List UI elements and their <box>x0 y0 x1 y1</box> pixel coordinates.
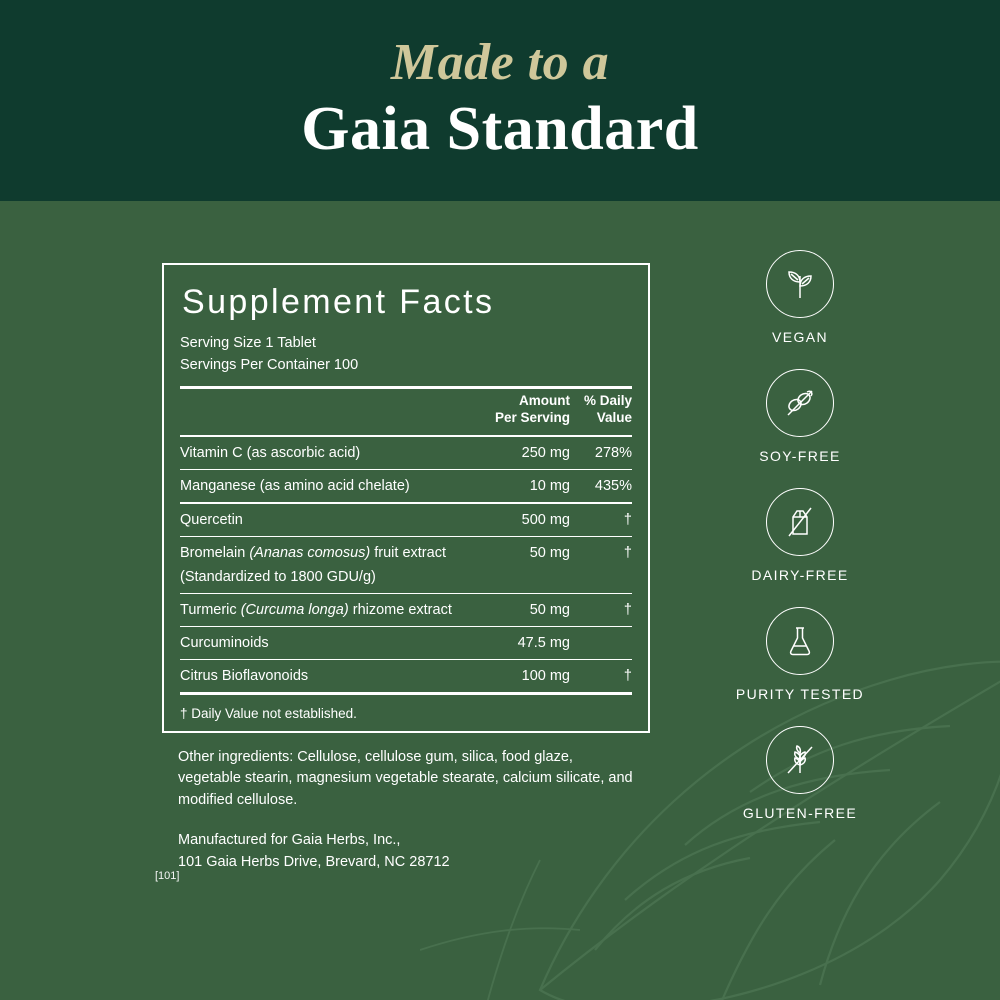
table-row <box>180 598 632 622</box>
wheat-crossed-icon <box>780 740 820 780</box>
row-dv: † <box>623 601 632 618</box>
row-dv: † <box>623 511 632 528</box>
supplement-facts-box <box>162 263 650 733</box>
row-dv: † <box>623 544 632 561</box>
supplement-facts-title: Supplement Facts <box>182 283 495 321</box>
serving-size: Serving Size 1 Tablet <box>180 335 316 351</box>
below-box-text <box>162 747 650 874</box>
badge-dairy-free <box>751 488 848 583</box>
badge-label: PURITY TESTED <box>735 686 865 702</box>
row-name: Quercetin <box>180 511 243 528</box>
row-amount: 50 mg <box>529 601 570 618</box>
header-daily-value <box>570 389 632 431</box>
badge-circle <box>766 726 834 794</box>
table-row <box>180 631 632 655</box>
row-amount: 10 mg <box>529 477 570 494</box>
row-separator <box>180 465 632 474</box>
row-amount: 500 mg <box>521 511 570 528</box>
row-name: Vitamin C (as ascorbic acid) <box>180 444 361 461</box>
badge-gluten-free <box>743 726 857 821</box>
row-name: Turmeric (Curcuma longa) rhizome extract <box>180 601 452 618</box>
row-dv: 278% <box>594 444 632 461</box>
row-separator <box>180 622 632 631</box>
row-amount: 100 mg <box>521 667 570 684</box>
other-ingredients: Other ingredients: Cellulose, cellulose gum, silica, food glaze, vegetable stearin, magnesium vegetable stearate, calcium silicate, and modified cellulose. <box>178 748 633 809</box>
flask-icon <box>780 621 820 661</box>
row-separator <box>180 498 632 508</box>
certification-badges <box>700 250 900 821</box>
badge-soy-free <box>759 369 840 464</box>
row-amount: 47.5 mg <box>517 634 570 651</box>
rule-bottom <box>180 688 632 699</box>
table-row <box>180 664 632 688</box>
row-subline: (Standardized to 1800 GDU/g) <box>180 568 376 585</box>
row-name: Citrus Bioflavonoids <box>180 667 309 684</box>
supplement-facts-panel <box>162 263 650 873</box>
header-title-line1: Made to a <box>390 33 610 91</box>
badge-circle <box>766 369 834 437</box>
row-dv: † <box>623 667 632 684</box>
badge-label: GLUTEN-FREE <box>742 805 858 821</box>
row-amount: 250 mg <box>521 444 570 461</box>
header-amount-line1: Amount <box>519 392 570 408</box>
row-name: Curcuminoids <box>180 634 269 651</box>
row-dv: 435% <box>594 477 632 494</box>
row-name-plain: Turmeric <box>180 601 237 618</box>
row-amount: 50 mg <box>529 544 570 561</box>
servings-per-container: Servings Per Container 100 <box>180 357 359 374</box>
manufacturer-line2: 101 Gaia Herbs Drive, Brevard, NC 28712 <box>178 853 450 870</box>
supplement-facts-table <box>180 389 632 699</box>
badge-purity-tested <box>736 607 864 702</box>
table-row <box>180 541 632 565</box>
daily-value-footnote: † Daily Value not established. <box>180 705 357 721</box>
row-name-tail: fruit extract <box>374 544 446 561</box>
row-separator <box>180 655 632 664</box>
row-dv <box>570 631 632 655</box>
badge-circle <box>766 488 834 556</box>
header-nutrient <box>180 389 474 431</box>
header-dv-line2: Value <box>596 409 632 425</box>
row-name: Bromelain (Ananas comosus) fruit extract <box>180 544 446 561</box>
lot-code: [101] <box>155 870 180 882</box>
table-subrow <box>180 565 632 589</box>
badge-label: DAIRY-FREE <box>751 567 849 583</box>
row-name-italic: Curcuma longa <box>245 601 344 618</box>
soy-bean-crossed-icon <box>780 383 820 423</box>
row-name-tail: rhizome extract <box>352 601 452 618</box>
header-amount <box>474 389 570 431</box>
row-name: Manganese (as amino acid chelate) <box>180 477 410 494</box>
manufacturer-line1: Manufactured for Gaia Herbs, Inc., <box>178 831 401 848</box>
row-separator <box>180 532 632 541</box>
table-row <box>180 474 632 498</box>
rule-under-header <box>180 431 632 441</box>
row-separator <box>180 589 632 598</box>
table-row <box>180 441 632 465</box>
header-banner <box>0 0 1000 201</box>
header-amount-line2: Per Serving <box>494 409 570 425</box>
table-row <box>180 508 632 532</box>
row-name-plain: Bromelain <box>180 544 246 561</box>
badge-label: SOY-FREE <box>759 448 841 464</box>
manufacturer-info <box>178 830 650 874</box>
table-header-row <box>180 389 632 431</box>
leaf-sprout-icon <box>780 264 820 304</box>
badge-circle <box>766 607 834 675</box>
badge-circle <box>766 250 834 318</box>
header-dv-line1: % Daily <box>583 392 632 408</box>
badge-label: VEGAN <box>771 329 828 345</box>
row-name-italic: Ananas comosus <box>254 544 366 561</box>
header-title-line2: Gaia Standard <box>301 95 699 164</box>
badge-vegan <box>766 250 834 345</box>
milk-carton-crossed-icon <box>780 502 820 542</box>
